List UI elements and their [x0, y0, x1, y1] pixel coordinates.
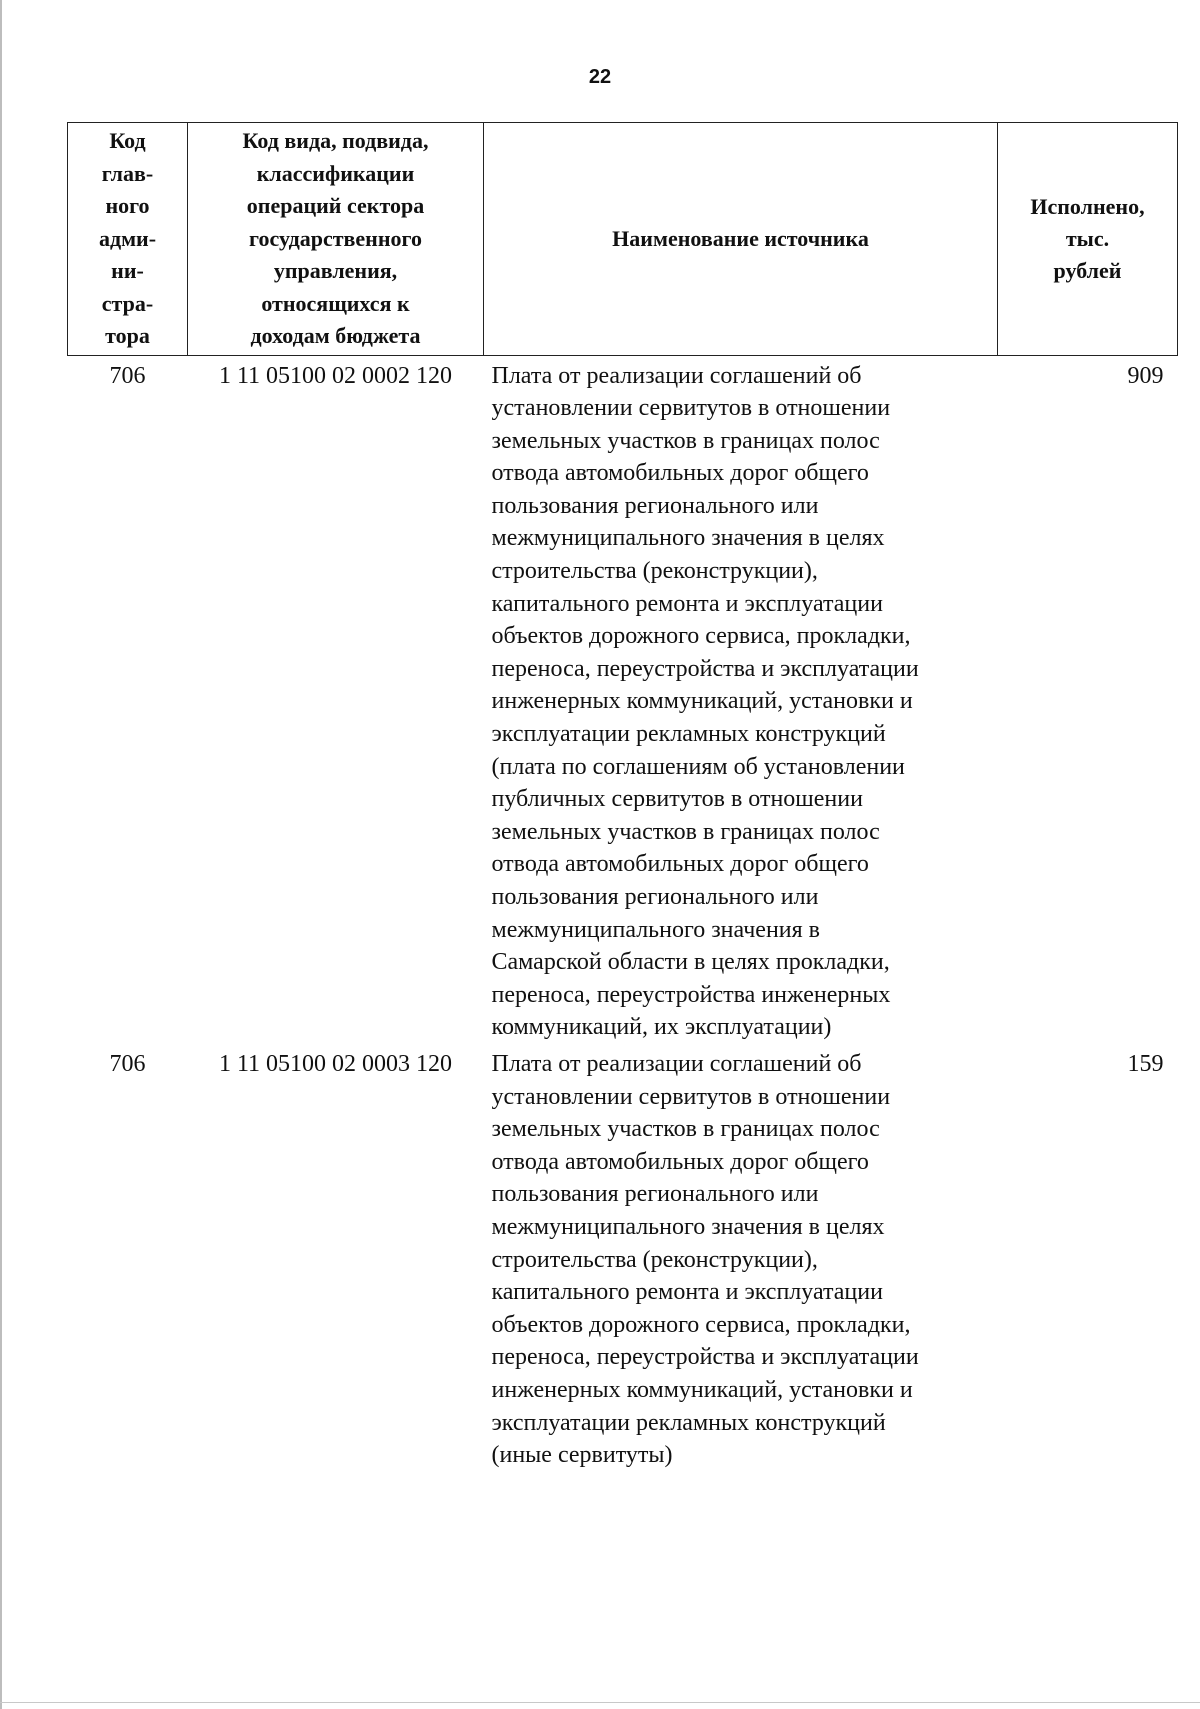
text-line: установлении сервитутов в отношении: [491, 1083, 891, 1110]
text-line: пользования регионального или: [491, 1181, 819, 1208]
text-line: глав-: [101, 160, 154, 186]
header-source-name: [484, 123, 998, 356]
text-line: Код вида, подвида,: [242, 128, 429, 153]
text-line: публичных сервитутов в отношении: [491, 786, 863, 813]
text-line: Наименование источника: [612, 225, 869, 251]
text-line: межмуниципального значения в: [491, 916, 820, 943]
amount-cell: 909: [1127, 362, 1164, 389]
text-line: операций сектора: [246, 193, 425, 218]
text-line: инженерных коммуникаций, установки и: [491, 1376, 913, 1403]
text-line: строительства (реконструкции),: [491, 1246, 818, 1273]
header-classification-code: [188, 123, 484, 356]
source-name-cell: [484, 1044, 998, 1472]
text-line: объектов дорожного сервиса, прокладки,: [491, 623, 911, 650]
scan-edge-bottom: [0, 1702, 1200, 1703]
text-line: ни-: [111, 258, 144, 283]
text-line: Код: [109, 128, 146, 153]
text-line: тыс.: [1065, 225, 1110, 251]
text-line: межмуниципального значения в целях: [491, 525, 885, 552]
text-line: Исполнено,: [1030, 193, 1145, 219]
text-line: Самарской области в целях прокладки,: [491, 949, 890, 976]
admin-code-cell: 706: [109, 362, 146, 389]
text-line: переноса, переустройства и эксплуатации: [491, 1344, 919, 1371]
text-line: установлении сервитутов в отношении: [491, 395, 891, 422]
text-line: (плата по соглашениям об установлении: [491, 753, 905, 780]
table-row: [68, 1044, 1178, 1472]
text-line: Плата от реализации соглашений об: [491, 1050, 862, 1077]
text-line: тора: [105, 323, 150, 348]
text-line: пользования регионального или: [491, 884, 819, 910]
header-admin-code-text: [70, 125, 185, 353]
scan-edge-left: [0, 0, 2, 1709]
text-line: межмуниципального значения в целях: [491, 1213, 885, 1240]
text-line: Плата от реализации соглашений об: [491, 362, 862, 389]
revenue-table: [67, 122, 1178, 1472]
classification-code-cell: 1 11 05100 02 0003 120: [218, 1050, 453, 1077]
text-line: эксплуатации рекламных конструкций: [491, 1409, 886, 1436]
text-line: переноса, переустройства и эксплуатации: [491, 655, 919, 682]
text-line: адми-: [98, 225, 157, 251]
header-amount: [998, 123, 1178, 356]
header-source-name-text: [486, 223, 995, 255]
table-header-row: [68, 123, 1178, 356]
table-row: [68, 355, 1178, 1044]
text-line: ного: [105, 193, 150, 218]
text-line: рублей: [1053, 257, 1122, 283]
header-amount-text: [1000, 191, 1175, 287]
text-line: отвода автомобильных дорог общего: [491, 1148, 869, 1175]
text-line: пользования регионального или: [491, 492, 819, 519]
page-number: 22: [588, 66, 612, 88]
text-line: отвода автомобильных дорог общего: [491, 460, 869, 487]
header-classification-code-text: [190, 125, 481, 353]
source-name-cell: [484, 355, 998, 1044]
text-line: строительства (реконструкции),: [491, 558, 818, 585]
text-line: земельных участков в границах полос: [491, 818, 880, 845]
text-line: переноса, переустройства инженерных: [491, 981, 891, 1008]
text-line: стра-: [101, 290, 154, 316]
text-line: объектов дорожного сервиса, прокладки,: [491, 1311, 911, 1338]
text-line: отвода автомобильных дорог общего: [491, 851, 869, 878]
text-line: капитального ремонта и эксплуатации: [491, 590, 883, 617]
amount-cell: 159: [1127, 1050, 1164, 1077]
text-line: управления,: [273, 258, 398, 283]
text-line: (иные сервитуты): [491, 1442, 673, 1469]
text-line: инженерных коммуникаций, установки и: [491, 688, 913, 715]
text-line: доходам бюджета: [250, 323, 421, 348]
header-admin-code: [68, 123, 188, 356]
classification-code-cell: 1 11 05100 02 0002 120: [218, 362, 453, 389]
text-line: земельных участков в границах полос: [491, 1116, 880, 1143]
text-line: эксплуатации рекламных конструкций: [491, 721, 886, 748]
text-line: коммуникаций, их эксплуатации): [491, 1014, 832, 1041]
text-line: государственного: [249, 225, 422, 251]
text-line: относящихся к: [261, 290, 410, 316]
text-line: земельных участков в границах полос: [491, 427, 880, 454]
text-line: капитального ремонта и эксплуатации: [491, 1279, 883, 1306]
admin-code-cell: 706: [109, 1050, 146, 1077]
text-line: классификации: [256, 160, 415, 186]
